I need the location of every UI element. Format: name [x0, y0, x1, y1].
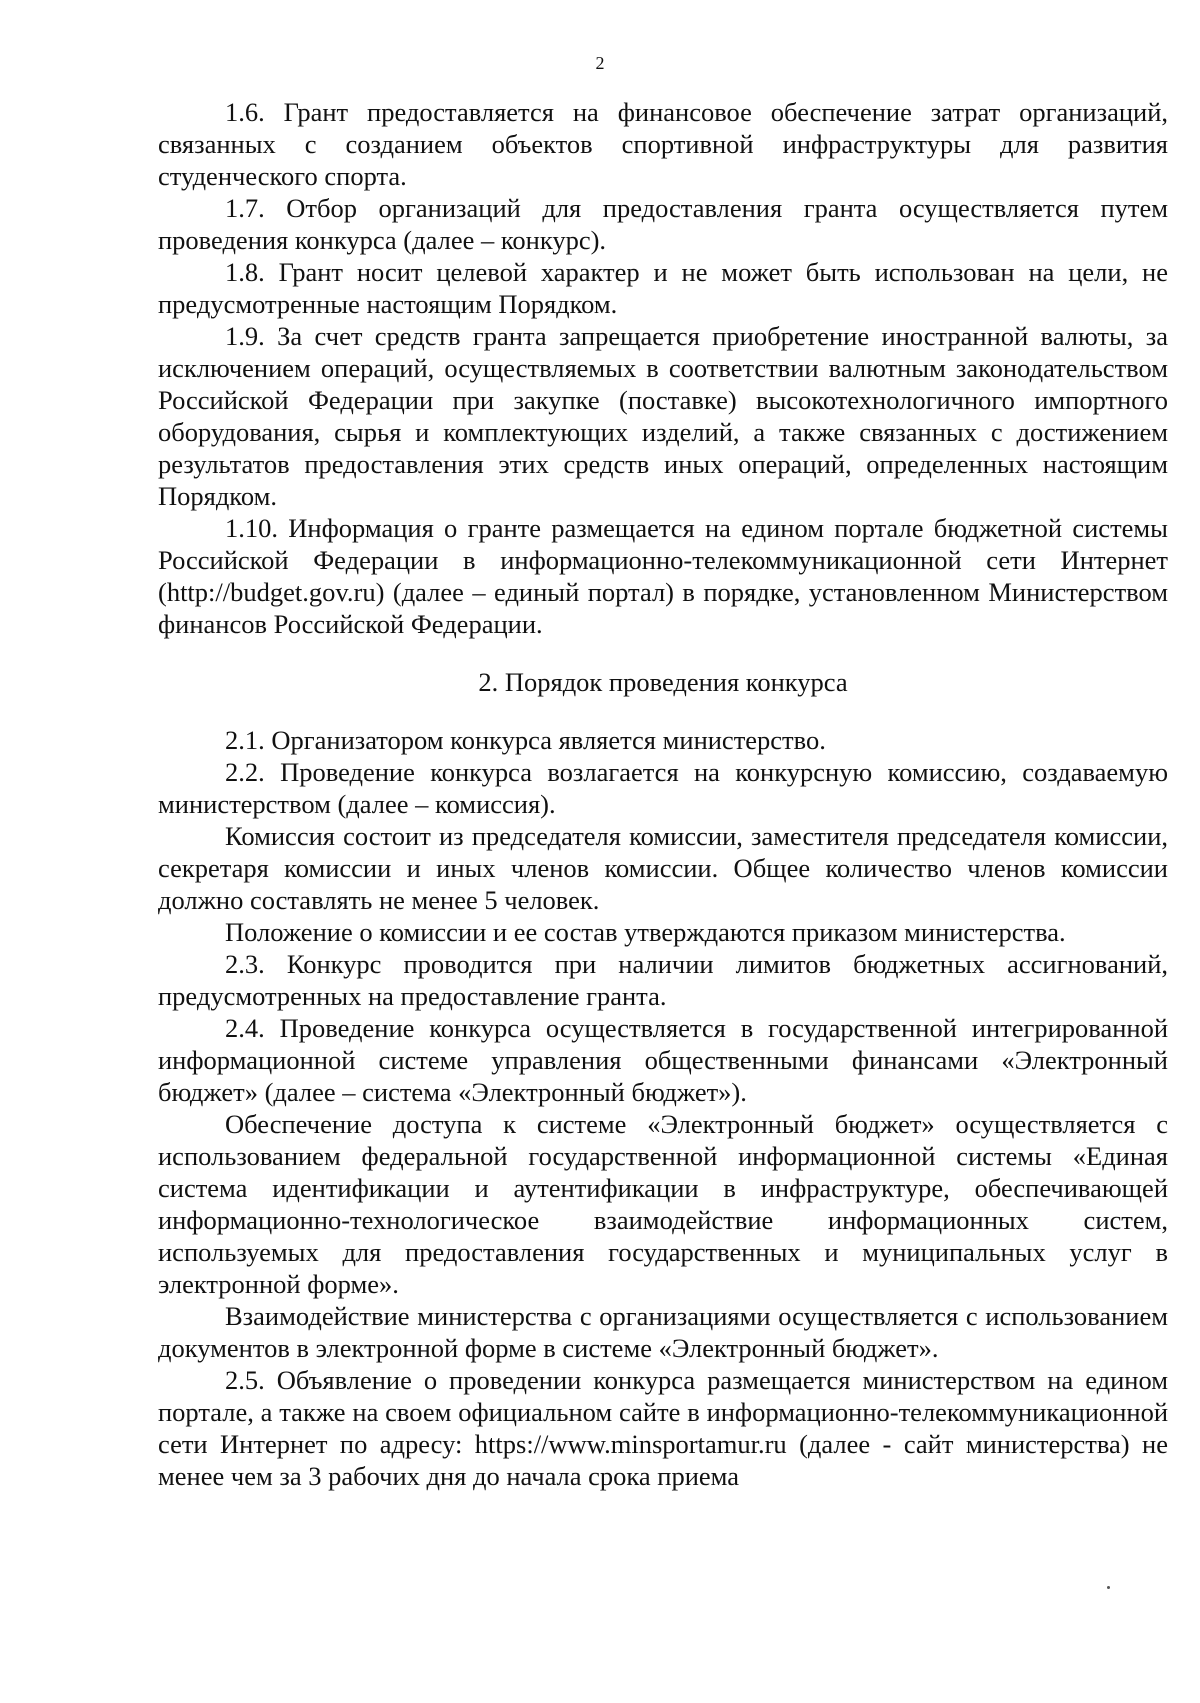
paragraph-2-4: 2.4. Проведение конкурса осуществляется в государственной интегрированной информационной системе управления общественными финансами «Электронный бюджет» (далее – система «Электронный бюджет»).: [158, 1013, 1168, 1107]
paragraph-commission-composition: Комиссия состоит из председателя комиссии, заместителя председателя комиссии, секретаря комиссии и иных членов комиссии. Общее количество членов комиссии должно составлять не менее 5 человек.: [158, 821, 1168, 915]
paragraph-1-8: 1.8. Грант носит целевой характер и не может быть использован на цели, не предусмотренные настоящим Порядком.: [158, 257, 1168, 319]
scan-dot: [1107, 1586, 1110, 1589]
paragraph-1-9: 1.9. За счет средств гранта запрещается приобретение иностранной валюты, за исключением операций, осуществляемых в соответствии валютным законодательством Российской Федерации при закупке (поставке) высокотехнологичного импортного оборудования, сырья и комплектующих изделий, а также связанных с достижением результатов предоставления этих средств иных операций, определенных настоящим Порядком.: [158, 321, 1168, 511]
paragraph-2-2: 2.2. Проведение конкурса возлагается на конкурсную комиссию, создаваемую министерством (далее – комиссия).: [158, 757, 1168, 819]
paragraph-2-1: 2.1. Организатором конкурса является министерство.: [225, 725, 826, 755]
paragraph-interaction: Взаимодействие министерства с организациями осуществляется с использованием документов в электронной форме в системе «Электронный бюджет».: [158, 1301, 1168, 1363]
paragraph-1-6: 1.6. Грант предоставляется на финансовое обеспечение затрат организаций, связанных с созданием объектов спортивной инфраструктуры для развития студенческого спорта.: [158, 97, 1168, 191]
paragraph-1-10: 1.10. Информация о гранте размещается на едином портале бюджетной системы Российской Федерации в информационно-телекоммуникационной сети Интернет (http://budget.gov.ru) (далее – единый портал) в порядке, установленном Министерством финансов Российской Федерации.: [158, 513, 1168, 639]
paragraph-1-7: 1.7. Отбор организаций для предоставления гранта осуществляется путем проведения конкурса (далее – конкурс).: [158, 193, 1168, 255]
section-heading: 2. Порядок проведения конкурса: [478, 667, 848, 697]
paragraph-commission-regulation: Положение о комиссии и ее состав утверждаются приказом министерства.: [225, 917, 1066, 947]
document-body: [158, 96, 1168, 1492]
paragraph-system-access: Обеспечение доступа к системе «Электронный бюджет» осуществляется с использованием федеральной государственной информационной системы «Единая система идентификации и аутентификации в инфраструктуре, обеспечивающей информационно-технологическое взаимодействие информационных систем, используемых для предоставления государственных и муниципальных услуг в электронной форме».: [158, 1109, 1168, 1299]
page-number: 2: [595, 53, 605, 73]
paragraph-2-5: 2.5. Объявление о проведении конкурса размещается министерством на едином портале, а также на своем официальном сайте в информационно-телекоммуникационной сети Интернет по адресу: https://www.minsportamur.ru (далее - сайт министерства) не менее чем за 3 рабочих дня до начала срока приема: [158, 1365, 1168, 1491]
paragraph-2-3: 2.3. Конкурс проводится при наличии лимитов бюджетных ассигнований, предусмотренных на предоставление гранта.: [158, 949, 1168, 1011]
